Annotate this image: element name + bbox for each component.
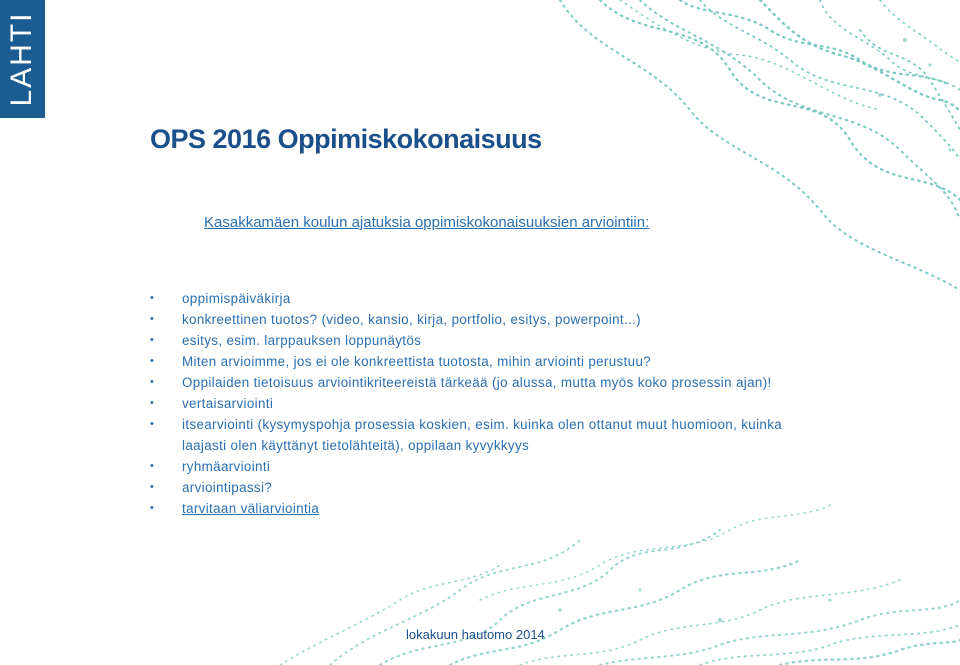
bullet-icon: • xyxy=(150,460,155,472)
slide-subtitle: Kasakkamäen koulun ajatuksia oppimiskokonaisuuksien arviointiin: xyxy=(204,214,650,231)
slide-footer: lokakuun hautomo 2014 xyxy=(406,627,545,642)
list-item: • konkreettinen tuotos? (video, kansio, kirja, portfolio, esitys, powerpoint...) xyxy=(150,309,790,330)
bullet-icon: • xyxy=(150,397,155,409)
bullet-icon: • xyxy=(150,355,155,367)
bullet-icon: • xyxy=(150,502,155,514)
list-item: • itsearviointi (kysymyspohja prosessia koskien, esim. kuinka olen ottanut muut huomioon, kuinka laajasti olen käyttänyt tietolähteitä), oppilaan kyvykkyys xyxy=(150,414,790,456)
bullet-list xyxy=(150,288,790,519)
list-item: • vertaisarviointi xyxy=(150,393,790,414)
list-item: • ryhmäarviointi xyxy=(150,456,790,477)
logo-text: LAHTI xyxy=(5,11,38,107)
list-item: • Oppilaiden tietoisuus arviointikriteereistä tärkeää (jo alussa, mutta myös koko prosessin ajan)! xyxy=(150,372,790,393)
list-item: • Miten arvioimme, jos ei ole konkreettista tuotosta, mihin arviointi perustuu? xyxy=(150,351,790,372)
slide-title: OPS 2016 Oppimiskokonaisuus xyxy=(150,124,542,154)
bullet-icon: • xyxy=(150,418,155,430)
list-item: • oppimispäiväkirja xyxy=(150,288,790,309)
bullet-icon: • xyxy=(150,481,155,493)
list-item: • tarvitaan väliarviointia xyxy=(150,498,790,519)
logo xyxy=(0,0,45,118)
list-item: • arviointipassi? xyxy=(150,477,790,498)
bullet-icon: • xyxy=(150,292,155,304)
bullet-icon: • xyxy=(150,376,155,388)
list-item: • esitys, esim. larppauksen loppunäytös xyxy=(150,330,790,351)
bullet-icon: • xyxy=(150,334,155,346)
bullet-icon: • xyxy=(150,313,155,325)
